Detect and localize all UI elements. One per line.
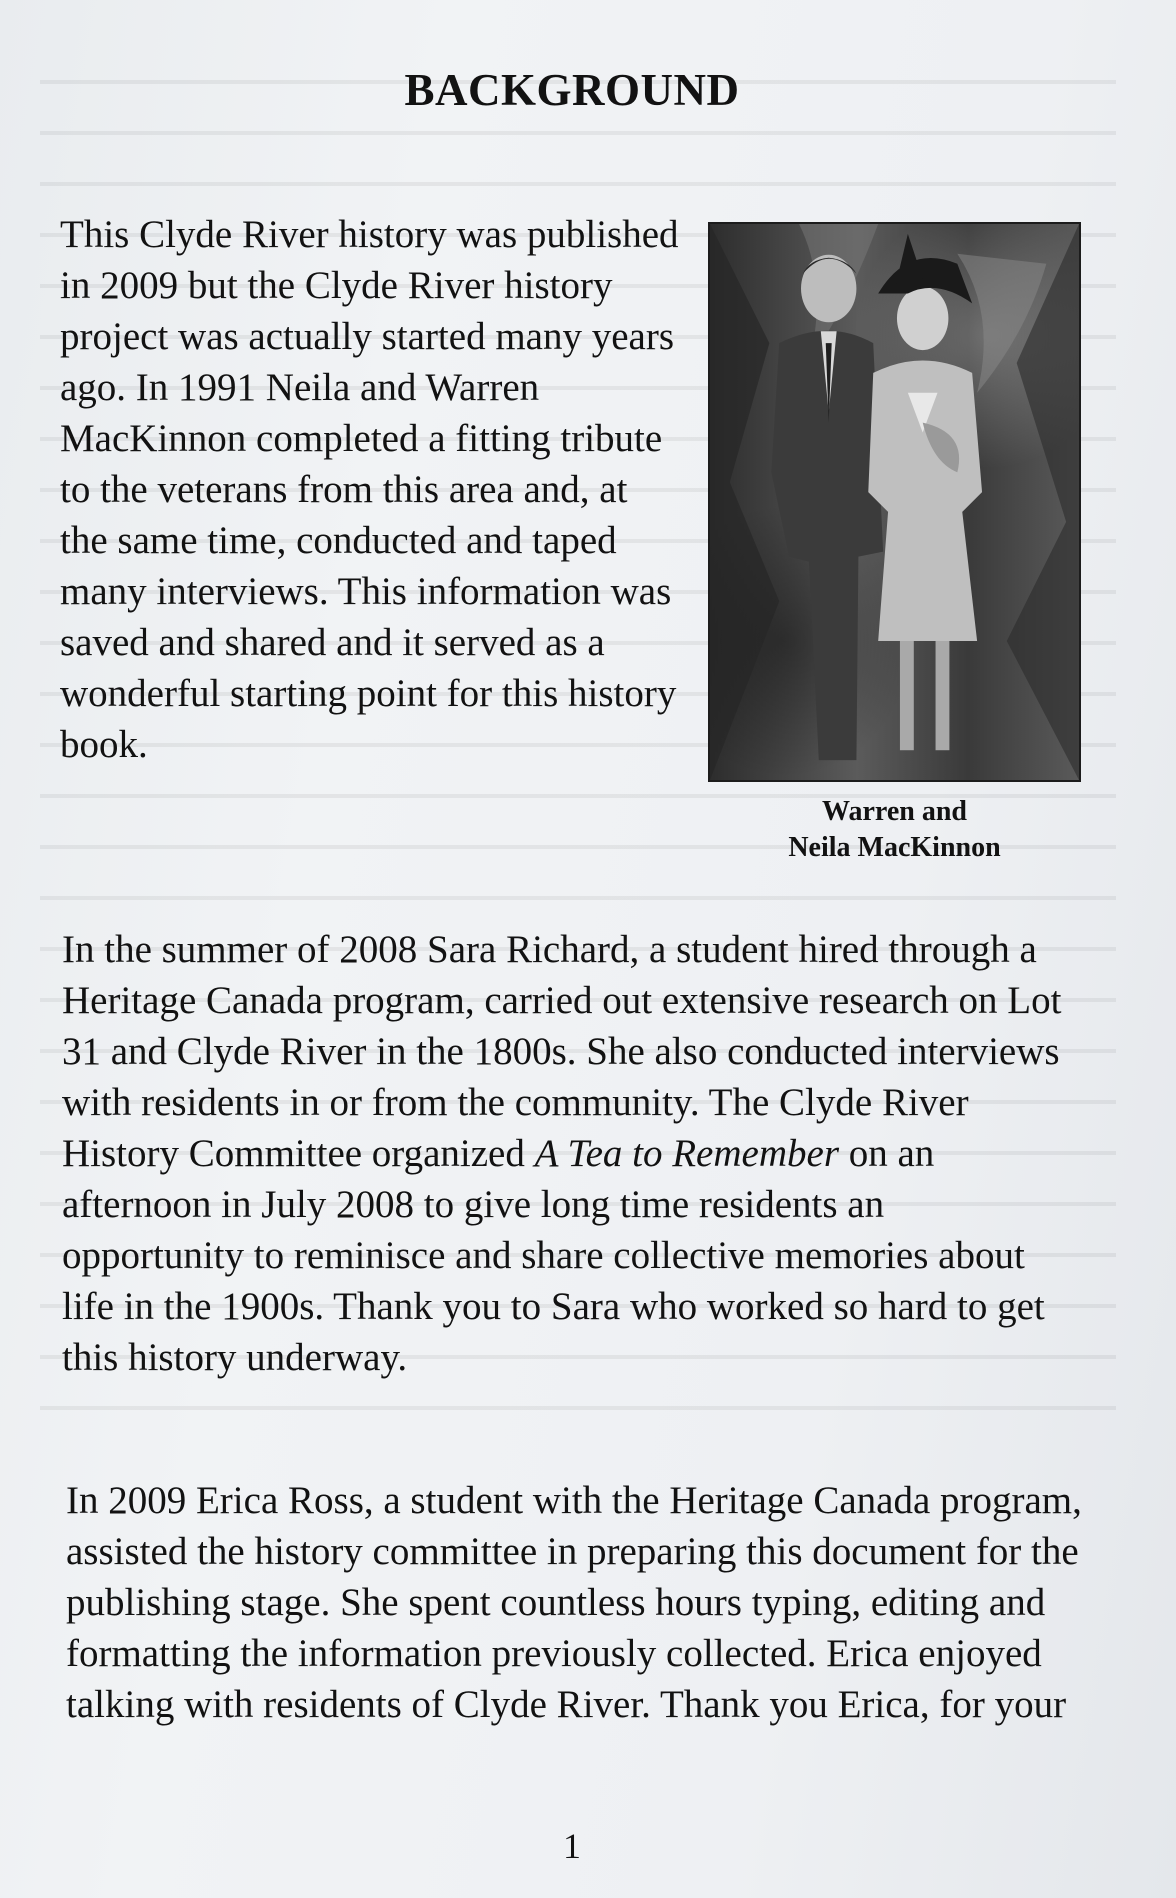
page-number: 1 (563, 1826, 581, 1866)
summer-2008-text-before: In the summer of 2008 Sara Richard, a student hired through a Heritage Canada program, carried out extensive research on Lot 31 and Clyde River in the 1800s. She also conducted interviews with residents in or from the community. The Clyde River History Committee organized (62, 928, 1062, 1175)
event-title: A Tea to Remember (534, 1132, 839, 1175)
photo-caption-line2: Neila MacKinnon (788, 832, 1001, 863)
page-title: BACKGROUND (404, 65, 740, 115)
summer-2008-text-after: on an afternoon in July 2008 to give long time residents an opportunity to reminisce and share collective memories about life in the 1900s. Thank you to Sara who worked so hard to get this history underway. (62, 1132, 1045, 1379)
photo-caption (708, 794, 1081, 866)
couple-photo-illustration (710, 224, 1079, 780)
summer-2008-paragraph (62, 924, 1062, 1383)
couple-photo (708, 222, 1081, 782)
intro-paragraph: This Clyde River history was published in 2009 but the Clyde River history project was actually started many years ago. In 1991 Neila and Warren MacKinnon completed a fitting tribute to the veterans from this area and, at the same time, conducted and taped many interviews. This information was saved and shared and it served as a wonderful starting point for this history book. (60, 213, 679, 766)
year-2009-paragraph: In 2009 Erica Ross, a student with the Heritage Canada program, assisted the history committee in preparing this document for the publishing stage. She spent countless hours typing, editing and formatting the information previously collected. Erica enjoyed talking with residents of Clyde River. Thank you Erica, for your (66, 1479, 1082, 1726)
photo-caption-line1: Warren and (822, 796, 967, 827)
